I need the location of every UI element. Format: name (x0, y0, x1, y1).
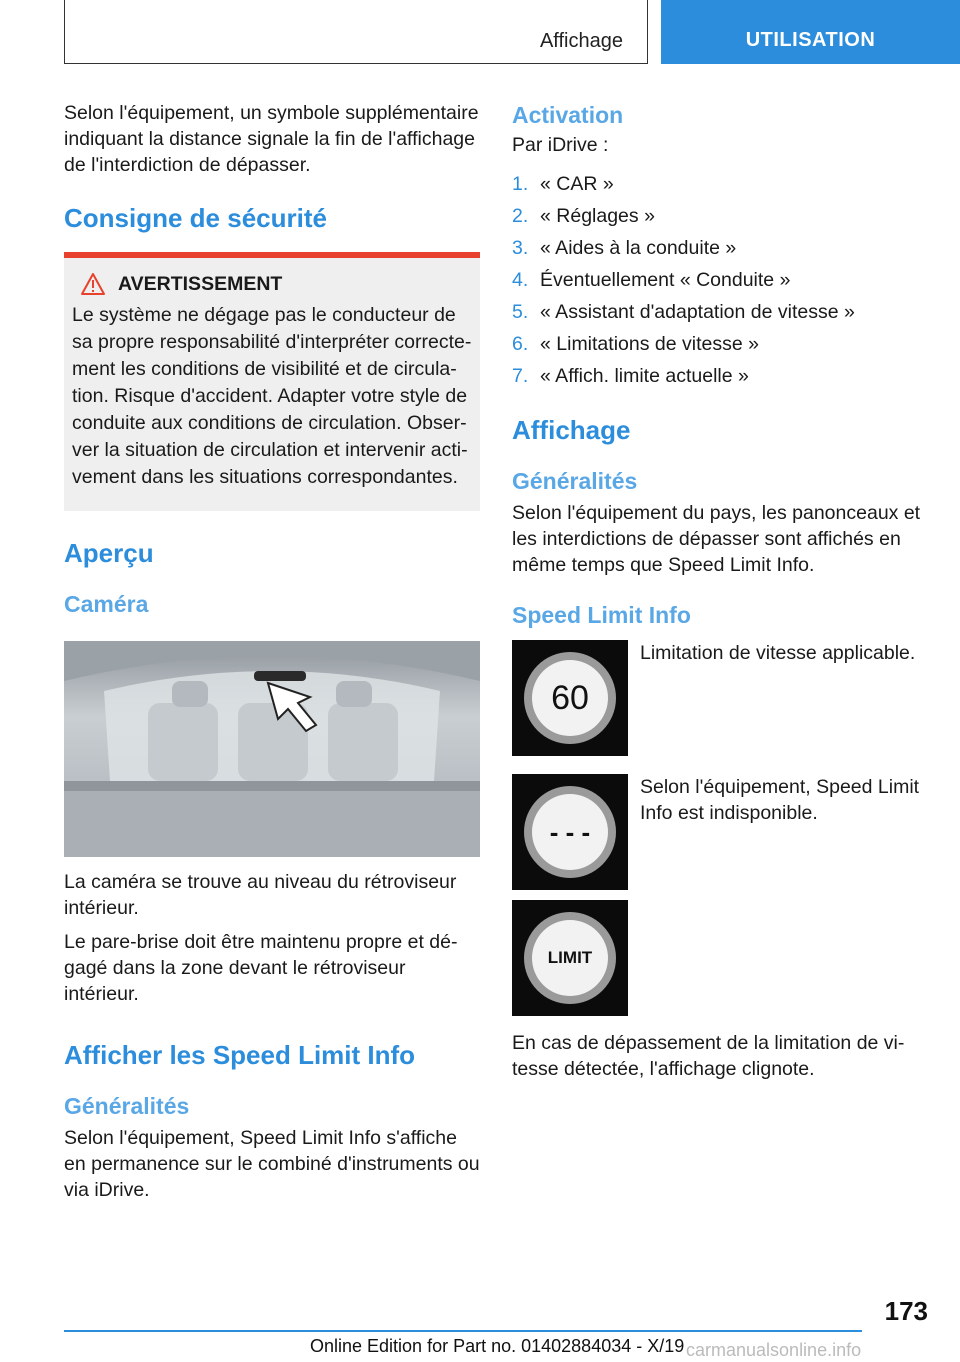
warning-title: AVERTISSEMENT (118, 272, 283, 295)
camera-text-2: Le pare-brise doit être maintenu propre et dégagé dans la zone devant le rétroviseur intérieur. (64, 931, 458, 1005)
header-section-title: Affichage (539, 30, 623, 52)
speed-limit-unavailable-sign-icon: - - - (512, 774, 628, 890)
step-item: 3. « Aides à la conduite » (512, 237, 737, 259)
camera-text-1: La caméra se trouve au niveau du rétroviseur intérieur. (64, 871, 457, 919)
activation-heading: Activation (512, 102, 624, 128)
camera-location-photo (64, 641, 480, 857)
footer-divider (64, 1330, 862, 1332)
speed-limit-60-sign-icon: 60 (512, 640, 628, 756)
right-column (512, 100, 928, 1082)
display-heading: Affichage (512, 415, 631, 445)
step-item: 5. « Assistant d'adaptation de vitesse » (512, 301, 855, 323)
header-section-box (64, 0, 648, 64)
car-interior-illustration (64, 641, 480, 857)
step-item: 6. « Limitations de vitesse » (512, 333, 759, 355)
footer-watermark: carmanualsonline.info (686, 1340, 862, 1360)
footer-edition: Online Edition for Part no. 01402884034 - X/19 (310, 1336, 685, 1356)
step-item: 7. « Affich. limite actuelle » (512, 365, 749, 387)
header-chapter-tab: UTILISATION (661, 0, 960, 64)
general-heading-right: Généralités (512, 468, 638, 494)
general-text-left: Selon l'équipement, Speed Limit Info s'affiche en permanence sur le combiné d'instruments ou via iDrive. (64, 1127, 480, 1201)
left-column (64, 100, 480, 1203)
speed-limit-info-heading: Speed Limit Info (512, 602, 691, 628)
sign-unavailable-text: Selon l'équipement, Speed Limit Info est indisponible. (640, 776, 920, 824)
general-heading-left: Généralités (64, 1093, 190, 1119)
sign-60-text: Limitation de vitesse applicable. (640, 642, 916, 664)
step-item: 2. « Réglages » (512, 205, 655, 227)
camera-heading: Caméra (64, 591, 149, 617)
sign-row-60 (512, 640, 928, 756)
limit-sign-icon: LIMIT (512, 900, 628, 1016)
warning-box (64, 252, 480, 511)
activation-steps (512, 168, 928, 392)
intro-paragraph: Selon l'équipement, un symbole supplémentaire indiquant la distance signale la fin de l'affichage de l'interdiction de dépasser. (64, 102, 479, 176)
warning-header (80, 272, 472, 296)
general-text-right: Selon l'équipement du pays, les panonceaux et les interdictions de dépasser sont affichés en même temps que Speed Limit Info. (512, 502, 921, 576)
activation-intro: Par iDrive : (512, 134, 609, 156)
exceed-text: En cas de dépassement de la limitation de vitesse détectée, l'affichage clignote. (512, 1032, 905, 1080)
show-speed-limit-heading: Afficher les Speed Limit Info (64, 1040, 416, 1070)
overview-heading: Aperçu (64, 538, 154, 568)
warning-triangle-icon (80, 272, 106, 296)
step-item: 1. « CAR » (512, 173, 614, 195)
step-item: 4. Éventuellement « Conduite » (512, 269, 791, 291)
page-number: 173 (884, 1296, 928, 1326)
safety-heading: Consigne de sécurité (64, 203, 327, 233)
warning-text: Le système ne dégage pas le conducteur de sa propre responsabilité d'interpréter correctement les conditions de visibilité et de circulation. Risque d'accident. Adapter votre style de conduite aux conditions de circulation. Observer la situation de circulation et intervenir activement dans les situations correspondantes. (72, 304, 472, 488)
sign-row-unavailable (512, 774, 928, 890)
sign-row-limit (512, 900, 928, 1016)
